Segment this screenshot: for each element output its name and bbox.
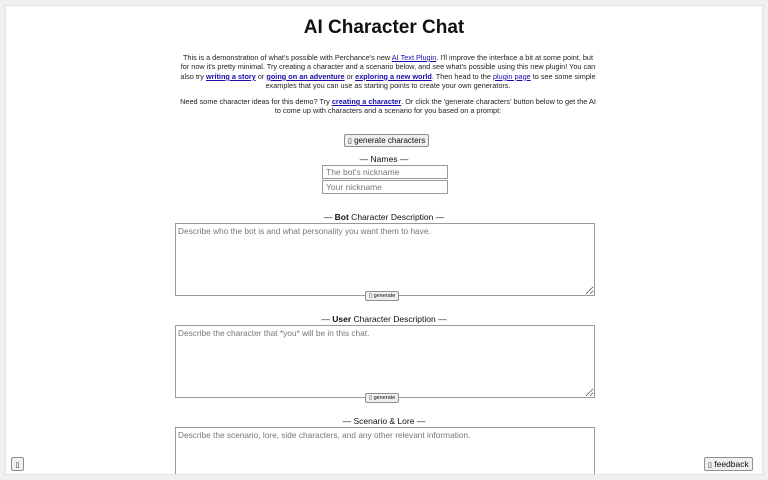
scenario-label: — Scenario & Lore — — [342, 416, 426, 426]
options-corner-button[interactable] — [11, 457, 24, 471]
names-label: — Names — — [359, 154, 409, 164]
intro-text: . I'll improve the interface a bit at some point, but for now it's pretty minimal. Try creating a character and a scenario below, and see what's possible using this new plugin! You can also try — [180, 53, 596, 81]
sparkle-icon: ▯ — [369, 293, 373, 299]
generate-user-description-button[interactable]: ▯ generate — [365, 393, 399, 403]
intro-text: or — [344, 71, 356, 81]
settings-icon: ▯ — [15, 462, 20, 469]
bot-description-label: — Bot Character Description — — [323, 212, 445, 222]
sparkle-icon: ▯ — [369, 395, 373, 401]
character-ideas-paragraph — [178, 97, 598, 116]
feedback-button[interactable] — [704, 457, 753, 471]
plugin-page-link[interactable]: plugin page — [492, 71, 531, 81]
user-nickname-input[interactable] — [322, 180, 448, 194]
sparkle-icon: ▯ — [348, 138, 352, 145]
creating-a-character-link[interactable]: creating a character — [331, 97, 402, 106]
intro-text: to see some simple examples that you can use as starting points to create your own generators. — [265, 71, 596, 91]
ai-text-plugin-link[interactable]: AI Text Plugin — [391, 53, 437, 62]
intro-text: . Then head to the — [431, 71, 493, 81]
page-frame — [5, 5, 763, 475]
feedback-icon: ▯ — [708, 462, 712, 469]
user-description-label: — User Character Description — — [321, 314, 447, 324]
generate-characters-button[interactable] — [344, 134, 429, 147]
exploring-a-new-world-link[interactable]: exploring a new world — [355, 71, 432, 81]
going-on-an-adventure-link[interactable]: going on an adventure — [266, 71, 345, 81]
bot-description-textarea[interactable] — [175, 223, 595, 296]
intro-paragraph — [178, 53, 598, 91]
bot-nickname-input[interactable] — [322, 165, 448, 179]
user-description-textarea[interactable] — [175, 325, 595, 398]
intro-text: . Or click the 'generate characters' button below to get the AI to come up with characters and a scenario for you based on a prompt: — [274, 97, 596, 116]
generate-bot-description-button[interactable]: ▯ generate — [365, 291, 399, 301]
feedback-label: feedback — [714, 459, 749, 469]
intro-text: or — [255, 71, 267, 81]
page-title: AI Character Chat — [303, 17, 465, 38]
generate-characters-label: generate characters — [354, 136, 426, 145]
writing-a-story-link[interactable]: writing a story — [205, 71, 256, 81]
intro-text: Need some character ideas for this demo? Try — [180, 97, 332, 106]
scenario-textarea[interactable] — [175, 427, 595, 475]
intro-text: This is a demonstration of what's possible with Perchance's new — [182, 53, 392, 62]
